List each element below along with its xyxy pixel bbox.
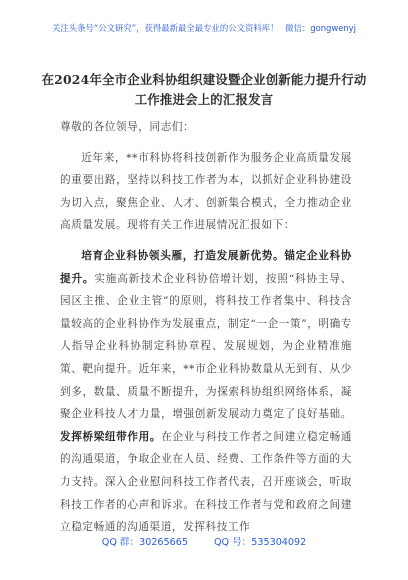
document-body: [60, 116, 352, 539]
document-title-line-1: 在2024年全市企业科协组织建设暨企业创新能力提升行动: [41, 72, 367, 87]
qq-group: QQ 群：30265665: [101, 537, 188, 548]
paragraph-section-1: [60, 245, 352, 539]
document-title-line-2: 工作推进会上的汇报发言: [134, 92, 274, 107]
promo-banner[interactable]: [0, 22, 408, 34]
wechat-id: 微信：gongwenyj: [285, 23, 356, 33]
section-heading: 培育企业科协领头雁，打造发展新优势。锚定企业科协提升。: [60, 249, 352, 285]
promo-banner-text: 关注头条号“公文研究”，获得最新最全最专业的公文资料库！: [52, 23, 279, 33]
section-text: 实施高新技术企业科协倍增计划，按照“科协主导、园区主推、企业主管”的原则，将科技工作者集中、科技含量较高的企业科协作为发展重点，制定“一企一策”，明确专人指导企业科协制定科协章程、发展规划，为企业精准施策、靶向提升。近年来，**市企业科协数量从无到有、从少到多，数量、质量不断提升，为探索科协组织网络体系，凝聚企业科技人才力量，增强创新发展动力奠定了良好基础。: [60, 272, 352, 421]
section-subheading: 发挥桥梁纽带作用。: [60, 430, 162, 443]
greeting: 尊敬的各位领导，同志们：: [60, 121, 195, 133]
qq-number: QQ 号：535304092: [213, 537, 307, 548]
section-text-2: 在企业与科技工作者之间建立稳定畅通的沟通渠道，争取企业在人员、经费、工作条件等方面的大力支持。深入企业慰问科技工作者代表，召开座谈会，听取科技工作者的心声和诉求。在科技工作者与党和政府之间建立稳定畅通的沟通渠道，发挥科技工作: [60, 430, 352, 534]
contact-footer: [0, 534, 408, 548]
paragraph-intro: 近年来，**市科协将科技创新作为服务企业高质量发展的重要出路，坚持以科技工作者为本，以抓好企业科协建设为切入点，聚焦企业、人才、创新集合模式，全力推动企业高质量发展。现将有关工作进展情况汇报如下：: [60, 151, 352, 232]
